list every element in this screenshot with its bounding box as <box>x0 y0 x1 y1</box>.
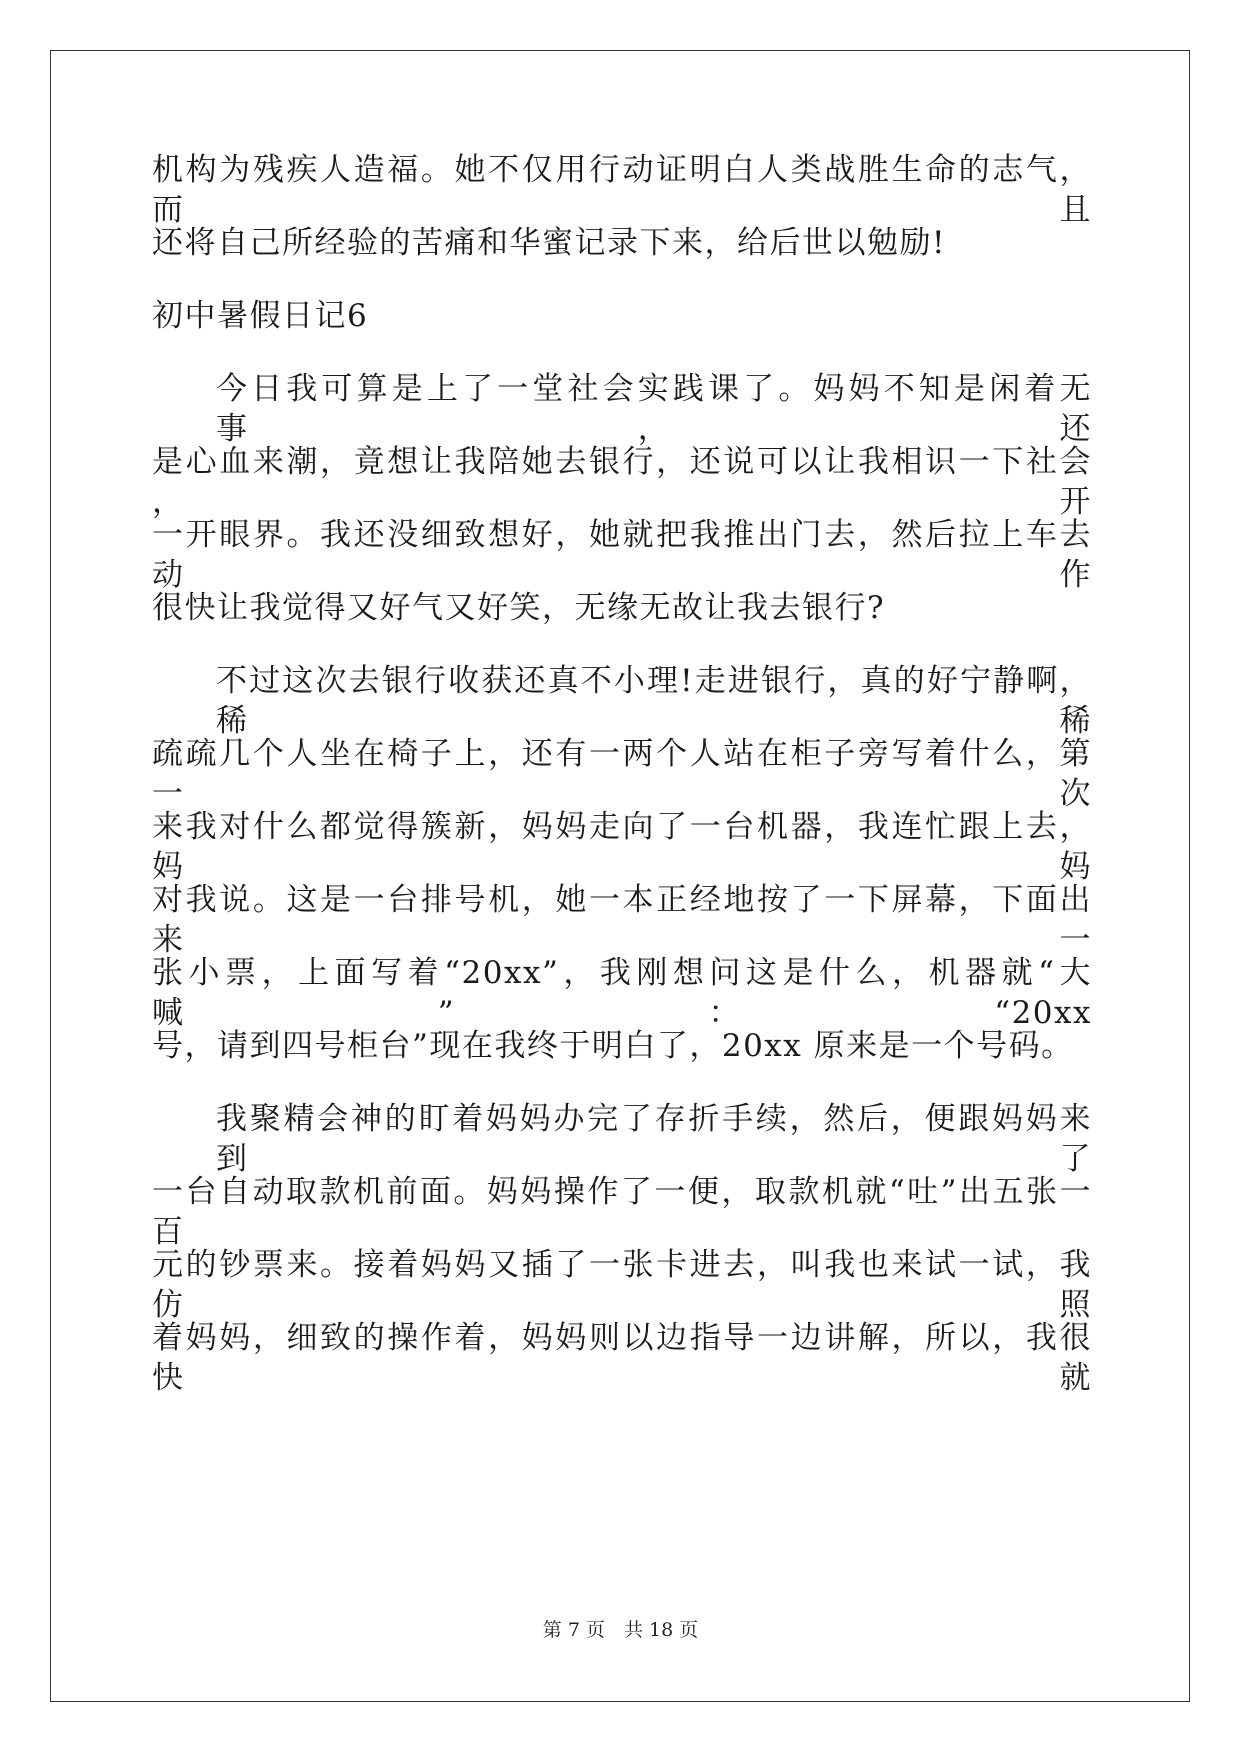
text-line-5: 是心血来潮，竟想让我陪她去银行，还说可以让我相识一下社会 ，开 <box>152 444 1092 520</box>
text-line-6: 一开眼界。我还没细致想好，她就把我推出门去，然后拉上车去动作 <box>152 517 1092 593</box>
text-line-7: 很快让我觉得又好气又好笑，无缘无故让我去银行? <box>152 590 886 626</box>
text-line-12: 张小票，上面写着“20xx”，我刚想问这是什么，机器就“大喊”：“20xx <box>152 955 1092 1031</box>
text-line-13: 号，请到四号柜台”现在我终于明白了，20xx 原来是一个号码。 <box>152 1028 1074 1064</box>
text-line-8: 不过这次去银行收获还真不小理!走进银行，真的好宁静啊，稀稀 <box>216 663 1092 739</box>
text-line-1: 机构为残疾人造福。她不仅用行动证明白人类战胜生命的志气，而且 <box>152 152 1092 228</box>
text-line-11: 对我说。这是一台排号机，她一本正经地按了一下屏幕，下面出来一 <box>152 882 1092 958</box>
text-line-10: 来我对什么都觉得簇新，妈妈走向了一台机器，我连忙跟上去，妈妈 <box>152 809 1092 885</box>
text-line-17: 着妈妈，细致的操作着，妈妈则以边指导一边讲解，所以，我很快就 <box>152 1320 1092 1396</box>
text-line-14: 我聚精会神的盯着妈妈办完了存折手续，然后，便跟妈妈来到了 <box>216 1101 1092 1177</box>
text-line-16: 元的钞票来。接着妈妈又插了一张卡进去，叫我也来试一试，我仿照 <box>152 1247 1092 1323</box>
text-line-15: 一台自动取款机前面。妈妈操作了一便，取款机就“吐”出五张一百 <box>152 1174 1092 1250</box>
section-heading: 初中暑假日记6 <box>152 298 369 334</box>
text-line-4: 今日我可算是上了一堂社会实践课了。妈妈不知是闲着无事，还 <box>216 371 1092 447</box>
text-line-2: 还将自己所经验的苦痛和华蜜记录下来，给后世以勉励! <box>152 225 946 261</box>
page-number-footer: 第 7 页 共 18 页 <box>542 1619 699 1641</box>
text-line-9: 疏疏几个人坐在椅子上，还有一两个人站在柜子旁写着什么，第一次 <box>152 736 1092 812</box>
